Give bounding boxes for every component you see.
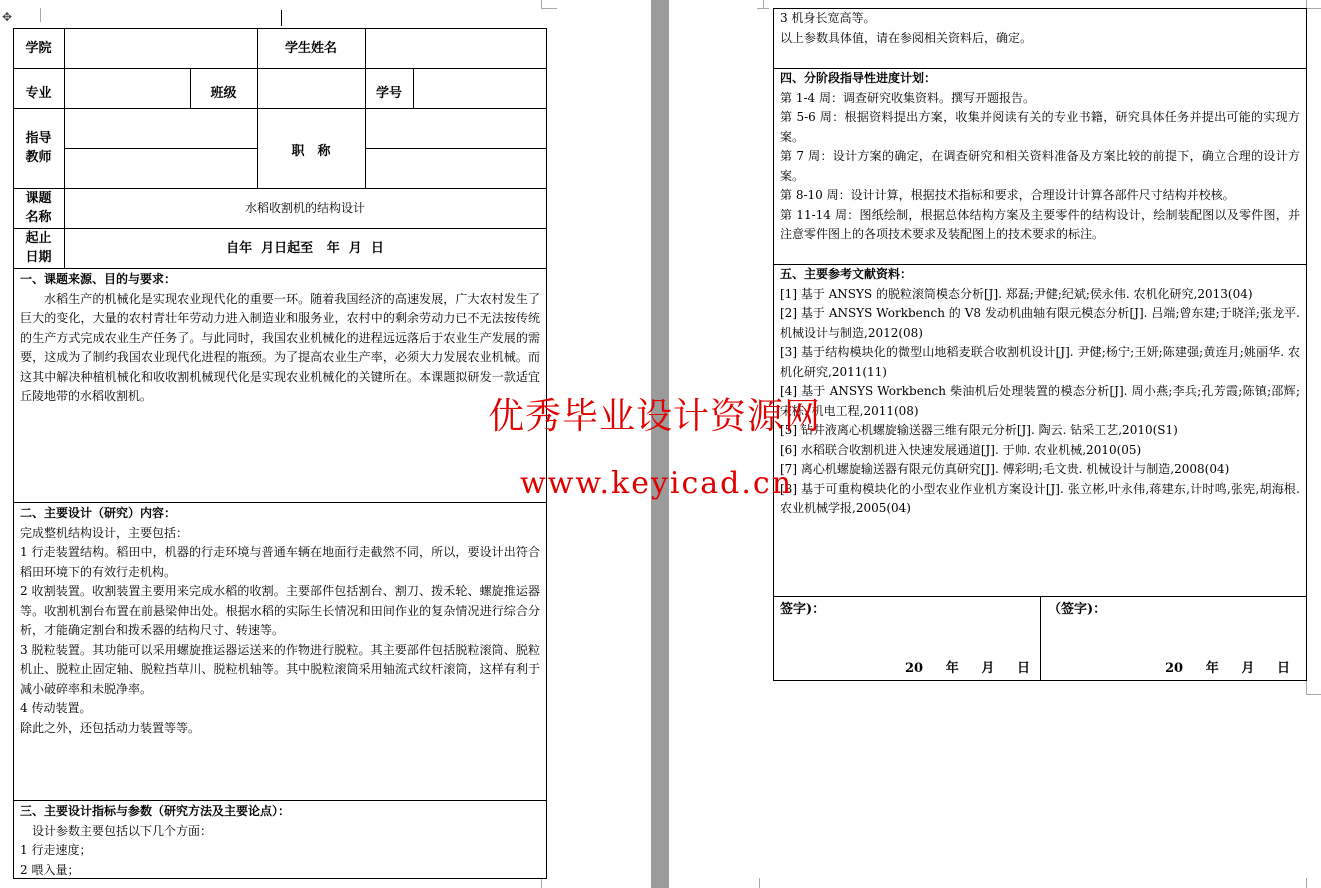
section2-line: 3 脱粒装置。其功能可以采用螺旋推运器运送来的作物进行脱粒。其主要部件包括脱粒滚筒、脱粒机止、脱粒止固定轴、脱粒挡草川、脱粒机轴等。其中脱粒滚筒采用轴流式纹杆滚筒，这样有利于减小破碎率和未脱净率。 <box>20 642 540 696</box>
section3-line: 设计参数主要包括以下几个方面： <box>32 823 213 838</box>
document-page-right <box>669 0 1321 888</box>
class-label: 班级 <box>210 86 237 101</box>
section3-line: 1 行走速度； <box>20 843 92 857</box>
major-input[interactable] <box>65 69 190 108</box>
major-label: 专业 <box>25 86 52 101</box>
section2-line: 完成整机结构设计，主要包括： <box>20 525 189 540</box>
period-value[interactable]: 自年 月日起至 年 月 日 <box>226 241 384 256</box>
section1-heading: 一、课题来源、目的与要求： <box>20 272 177 286</box>
advisor-input-2[interactable] <box>65 149 257 188</box>
page-corner-mark <box>1306 878 1307 888</box>
signature-left-label: 签字)： <box>780 602 826 617</box>
section1-paragraph: 水稻生产的机械化是实现农业现代化的重要一环。随着我国经济的高速发展，广大农村发生了巨大的变化，大量的农村青壮年劳动力进入制造业和服务业，农村中的剩余劳动力已不无法按传统的生产方式完成农业生产任务了。与此同时，我国农业机械化的进程远远落后于农业生产发展的需要，这成为了制约我国农业现代化进程的瓶颈。为了提高农业生产率，必须大力发展农业机械。而这其中解决种植机械化和收收割机械现代化是实现农业机械化的关键所在。本课题拟研发一款适宜丘陵地带的水稻收割机。 <box>20 291 540 403</box>
page-corner-mark <box>1306 8 1321 9</box>
page-corner-mark <box>541 878 542 888</box>
section3-block[interactable] <box>20 802 540 880</box>
title-rank-label: 职 称 <box>291 144 331 159</box>
advisor-input-1[interactable] <box>65 109 257 148</box>
reference-item: [6] 水稻联合收割机进入快速发展通道[J]. 于帅. 农业机械,2010(05) <box>780 442 1142 457</box>
page-gap <box>651 0 669 888</box>
period-label: 起止 日期 <box>25 231 52 265</box>
section3-line: 2 喂入量； <box>20 862 80 877</box>
page-corner-mark <box>757 8 769 9</box>
topic-value[interactable]: 水稻收割机的结构设计 <box>244 201 365 215</box>
reference-item: [4] 基于 ANSYS Workbench 柴油机后处理装置的模态分析[J]. 周小燕;李兵;孔芳霞;陈镇;邵辉;宋栋. 机电工程,2011(08) <box>780 384 1300 418</box>
watermark-title: 优秀毕业设计资源网 <box>488 396 822 437</box>
section3-cont-line: 3 机身长宽高等。 <box>780 11 876 25</box>
section5-heading: 五、主要参考文献资料： <box>780 267 913 281</box>
text-cursor <box>281 10 282 26</box>
school-label: 学院 <box>25 41 52 56</box>
student-id-input[interactable] <box>414 69 546 108</box>
section2-line: 4 传动装置。 <box>20 701 92 715</box>
reference-item: [2] 基于 ANSYS Workbench 的 V8 发动机曲轴有限元模态分析[J]. 吕端;曾东建;于晓洋;张龙平. 机械设计与制造,2012(08) <box>780 306 1300 340</box>
signature-left-date[interactable]: 20 年 月 日 <box>905 661 1030 676</box>
schedule-line: 第 7 周：设计方案的确定，在调查研究和相关资料准备及方案比较的前提下，确立合理的设计方案。 <box>780 149 1300 183</box>
section4-heading: 四、分阶段指导性进度计划： <box>780 71 937 85</box>
page-corner-mark <box>759 878 760 888</box>
section2-heading: 二、主要设计（研究）内容： <box>20 506 177 520</box>
topic-label: 课题 名称 <box>25 191 52 225</box>
table-move-handle-icon[interactable]: ✥ <box>1 10 13 24</box>
title-rank-input-2[interactable] <box>366 149 546 188</box>
reference-item: [3] 基于结构模块化的微型山地稻麦联合收割机设计[J]. 尹健;杨宁;王妍;陈建强;黄连月;姚丽华. 农机化研究,2011(11) <box>780 345 1300 379</box>
schedule-line: 第 11-14 周：图纸绘制，根据总体结构方案及主要零件的结构设计，绘制装配图以及零件图，并注意零件图上的各项技术要求及装配图上的技术要求的标注。 <box>780 207 1300 241</box>
document-page-left <box>0 0 651 888</box>
reference-item: [7] 离心机螺旋输送器有限元仿真研究[J]. 傅彩明;毛文贵. 机械设计与制造,2008(04) <box>780 462 1230 476</box>
section3-heading: 三、主要设计指标与参数（研究方法及主要论点）： <box>20 804 291 818</box>
section2-line: 2 收割装置。收割装置主要用来完成水稻的收割。主要部件包括割台、割刀、拨禾轮、螺旋推运器等。收割机割台布置在前悬梁伸出处。根据水稻的实际生长情况和田间作业的复杂情况进行综合分析，才能确定割台和拨禾器的结构尺寸、转速等。 <box>20 584 540 637</box>
reference-item: [5] 钻井液离心机螺旋输送器三维有限元分析[J]. 陶云. 钻采工艺,2010(S1) <box>780 423 1178 437</box>
page-corner-mark <box>40 8 41 22</box>
watermark-url: www.keyicad.cn <box>520 466 794 501</box>
section5-block[interactable] <box>780 265 1300 519</box>
page-corner-mark <box>541 8 557 9</box>
section2-line: 除此之外，还包括动力装置等等。 <box>20 720 201 735</box>
school-input[interactable] <box>65 29 257 68</box>
title-rank-input-1[interactable] <box>366 109 546 148</box>
signature-right-label: （签字)： <box>1048 602 1107 617</box>
student-id-label: 学号 <box>375 86 402 101</box>
page-corner-mark <box>1306 0 1307 8</box>
signature-right-date[interactable]: 20 年 月 日 <box>1165 661 1290 676</box>
section4-block[interactable] <box>780 69 1300 245</box>
schedule-line: 第 5-6 周：根据资料提出方案，收集并阅读有关的专业书籍，研究具体任务并提出可能的实现方案。 <box>780 110 1300 144</box>
page-corner-mark <box>1306 680 1307 694</box>
schedule-line: 第 1-4 周：调查研究收集资料。撰写开题报告。 <box>780 90 1035 105</box>
page-corner-mark <box>763 0 764 8</box>
section3-continued-block[interactable] <box>780 9 1300 48</box>
schedule-line: 第 8-10 周：设计计算，根据技术指标和要求，合理设计计算各部件尺寸结构并校核。 <box>780 188 1235 202</box>
section2-block[interactable] <box>20 504 540 738</box>
student-name-input[interactable] <box>366 29 546 68</box>
page-corner-mark <box>1306 694 1321 695</box>
advisor-label: 指导 教师 <box>25 131 52 165</box>
section2-line: 1 行走装置结构。稻田中，机器的行走环境与普通车辆在地面行走截然不同，所以，要设计出符合稻田环境下的有效行走机构。 <box>20 545 540 579</box>
reference-item: [8] 基于可重构模块化的小型农业作业机方案设计[J]. 张立彬,叶永伟,蒋建东,计时鸣,张宪,胡海根. 农业机械学报,2005(04) <box>780 481 1300 515</box>
class-input[interactable] <box>258 69 365 108</box>
page-corner-mark <box>541 0 542 8</box>
section1-block[interactable] <box>20 270 540 407</box>
student-name-label: 学生姓名 <box>284 41 337 56</box>
reference-item: [1] 基于 ANSYS 的脱粒滚筒模态分析[J]. 郑磊;尹健;纪斌;侯永伟. 农机化研究,2013(04) <box>780 286 1253 301</box>
section3-cont-line: 以上参数具体值，请在参阅相关资料后，确定。 <box>780 30 1033 45</box>
